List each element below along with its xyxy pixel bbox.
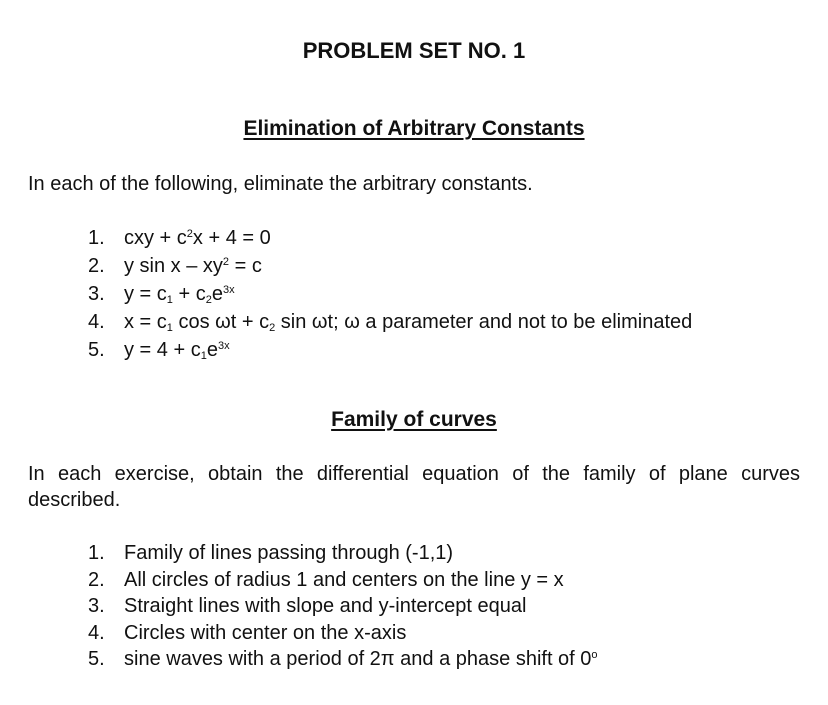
equation: $x = c_1$ $\cos \omega t + c_2$ sin ωt; ω a parameter and not to be eliminated: [124, 311, 693, 334]
list-item: [88, 336, 692, 364]
list-item: [88, 620, 598, 647]
section1-instruction: In each of the following, eliminate the arbitrary constants.: [28, 173, 533, 195]
list-item: [88, 308, 692, 336]
item-number: 5.: [88, 648, 105, 670]
section-heading-elimination: Elimination of Arbitrary Constants: [243, 117, 585, 140]
item-number: 5.: [88, 339, 105, 361]
page-title: PROBLEM SET NO. 1: [302, 38, 526, 63]
item-number: 1.: [88, 227, 105, 249]
equation: y $\sin x - xy^2 = c$: [124, 255, 262, 277]
item-text: sine waves with a period of 2π and a phase shift of 0$^o$: [124, 648, 598, 670]
item-number: 1.: [88, 542, 105, 564]
item-text: All circles of radius 1 and centers on the line y = x: [124, 568, 564, 591]
list-item: [88, 224, 692, 252]
equation: $y = c_1 + c_2e^{3x}$: [124, 283, 235, 306]
list-item: [88, 567, 598, 594]
item-text: Straight lines with slope and y-intercept equal: [124, 595, 527, 617]
list-item: [88, 593, 598, 620]
equation: $y = 4 + c_1e^{3x}$: [124, 339, 230, 362]
section-heading-family-of-curves: Family of curves: [331, 408, 497, 431]
elimination-problem-list: [88, 224, 692, 364]
item-number: 4.: [88, 621, 105, 644]
item-number: 2.: [88, 255, 105, 277]
section2-instruction: In each exercise, obtain the differential equation of the family of plane curves described.: [28, 463, 800, 511]
list-item: [88, 646, 598, 673]
item-text: Family of lines passing through (-1,1): [124, 542, 454, 564]
list-item: [88, 252, 692, 280]
list-item: [88, 280, 692, 308]
equation: cxy + $c^2x + 4 = 0$: [124, 227, 271, 249]
list-item: [88, 540, 598, 567]
item-number: 3.: [88, 595, 105, 617]
item-number: 4.: [88, 311, 105, 333]
item-number: 2.: [88, 568, 105, 591]
family-of-curves-list: [88, 540, 598, 673]
degree-superscript: o: [591, 649, 598, 661]
item-text: Circles with center on the x-axis: [124, 621, 407, 644]
item-number: 3.: [88, 283, 105, 305]
